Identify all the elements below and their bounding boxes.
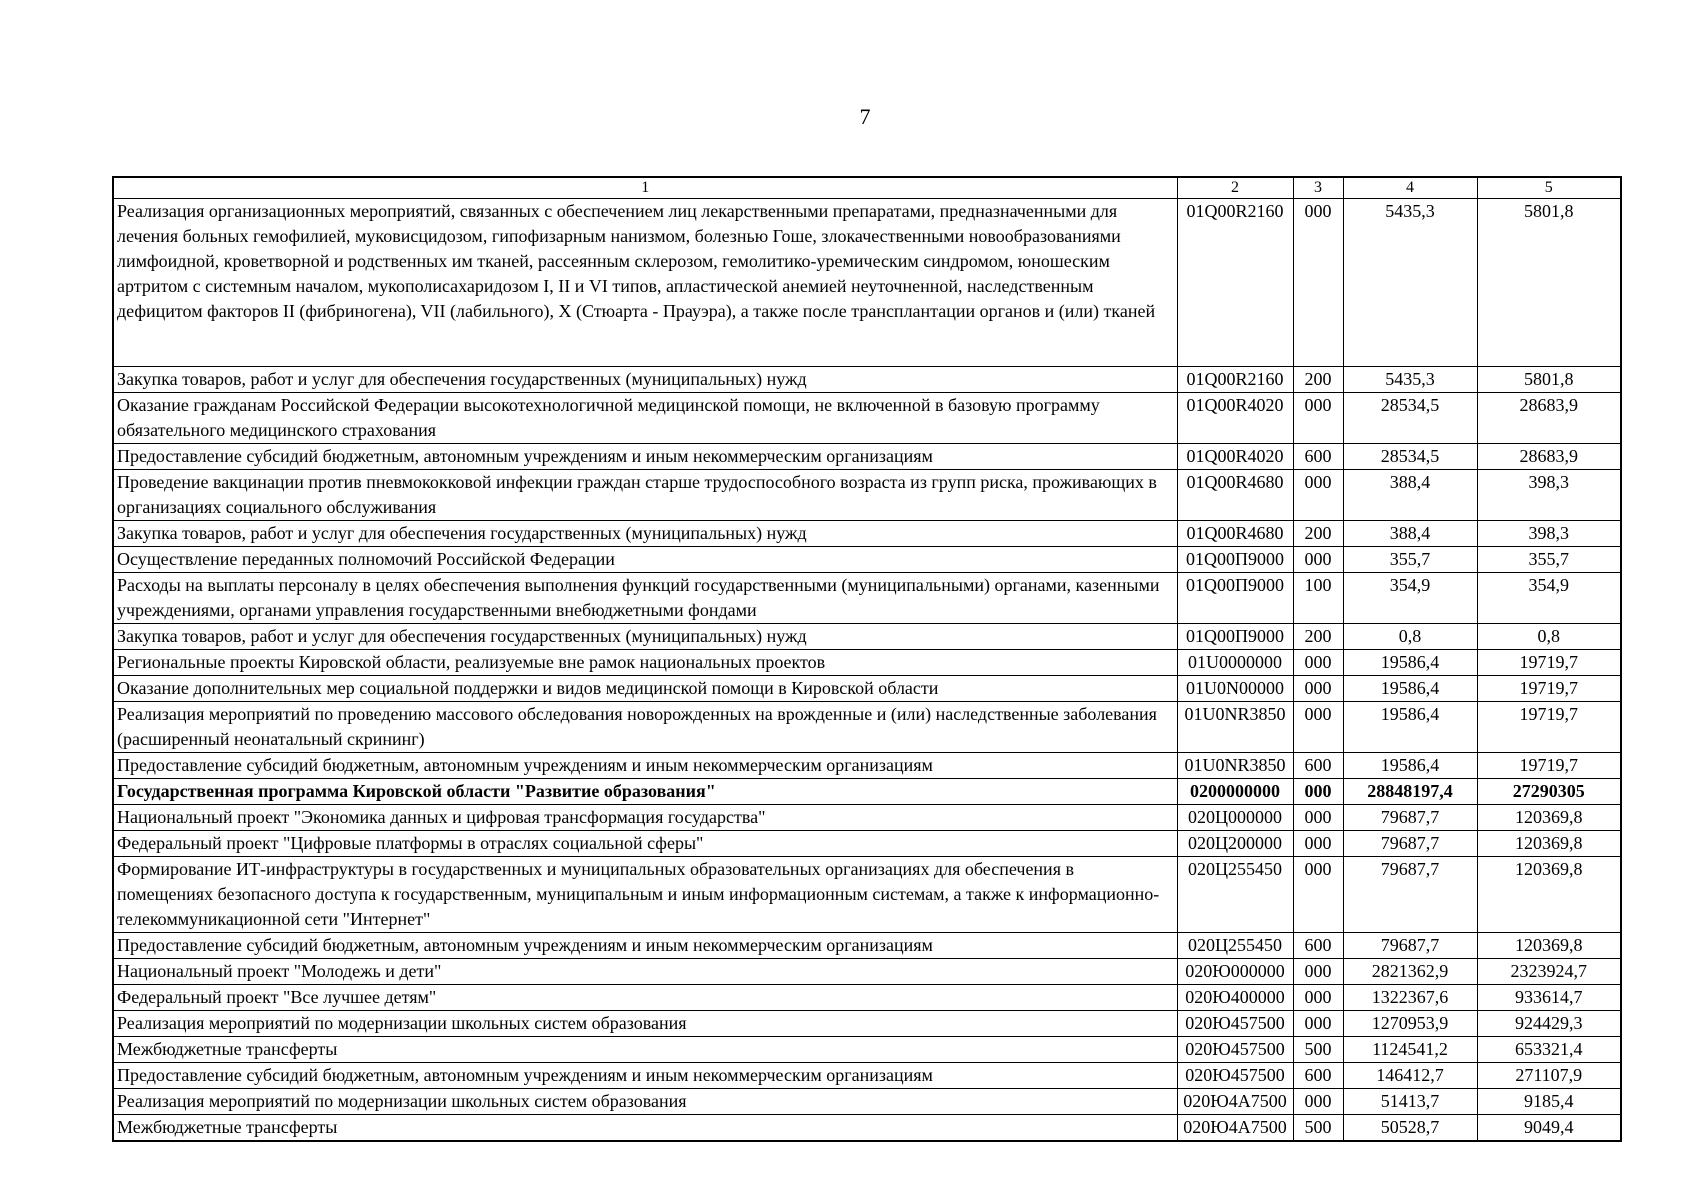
cell-value-2: 653321,4	[1477, 1037, 1621, 1063]
table-row	[113, 702, 1621, 753]
cell-code: 01Q00R4020	[1177, 393, 1293, 444]
cell-name: Предоставление субсидий бюджетным, автономным учреждениям и иным некоммерческим организациям	[113, 753, 1177, 779]
table-row	[113, 547, 1621, 573]
cell-type: 000	[1293, 831, 1343, 857]
table-row	[113, 199, 1621, 367]
table-row	[113, 933, 1621, 959]
cell-value-2: 355,7	[1477, 547, 1621, 573]
table-row	[113, 985, 1621, 1011]
cell-type: 500	[1293, 1037, 1343, 1063]
cell-type: 600	[1293, 753, 1343, 779]
cell-name: Закупка товаров, работ и услуг для обеспечения государственных (муниципальных) нужд	[113, 624, 1177, 650]
cell-value-1: 79687,7	[1343, 857, 1477, 933]
cell-value-1: 79687,7	[1343, 805, 1477, 831]
cell-name: Реализация организационных мероприятий, связанных с обеспечением лиц лекарственными препаратами, предназначенными для лечения больных гемофилией, муковисцидозом, гипофизарным нанизмом, болезнью Гоше, злокачественными новообразованиями лимфоидной, кроветворной и родственных им тканей, рассеянным склерозом, гемолитико-уремическим синдромом, юношеским артритом с системным началом, мукополисахаридозом I, II и VI типов, апластической анемией неуточненной, наследственным дефицитом факторов II (фибриногена), VII (лабильного), X (Стюарта - Прауэра), а также после трансплантации органов и (или) тканей	[113, 199, 1177, 367]
table-row	[113, 1037, 1621, 1063]
table-row	[113, 831, 1621, 857]
cell-type: 600	[1293, 933, 1343, 959]
cell-code: 01Q00R2160	[1177, 367, 1293, 393]
cell-value-2: 27290305	[1477, 779, 1621, 805]
cell-code: 020Ю457500	[1177, 1037, 1293, 1063]
cell-type: 000	[1293, 779, 1343, 805]
table-row	[113, 959, 1621, 985]
cell-value-2: 354,9	[1477, 573, 1621, 624]
cell-value-1: 146412,7	[1343, 1063, 1477, 1089]
cell-value-2: 120369,8	[1477, 831, 1621, 857]
cell-value-1: 1124541,2	[1343, 1037, 1477, 1063]
cell-type: 000	[1293, 857, 1343, 933]
cell-type: 000	[1293, 1089, 1343, 1115]
cell-value-1: 79687,7	[1343, 831, 1477, 857]
cell-value-1: 19586,4	[1343, 753, 1477, 779]
cell-code: 01U0NR3850	[1177, 702, 1293, 753]
cell-code: 020Ю000000	[1177, 959, 1293, 985]
table-header-row	[113, 177, 1621, 199]
cell-type: 600	[1293, 1063, 1343, 1089]
cell-name: Предоставление субсидий бюджетным, автономным учреждениям и иным некоммерческим организациям	[113, 444, 1177, 470]
cell-value-2: 5801,8	[1477, 367, 1621, 393]
cell-name: Закупка товаров, работ и услуг для обеспечения государственных (муниципальных) нужд	[113, 521, 1177, 547]
cell-code: 01Q00П9000	[1177, 624, 1293, 650]
cell-value-1: 79687,7	[1343, 933, 1477, 959]
cell-code: 020Ц255450	[1177, 933, 1293, 959]
cell-value-1: 19586,4	[1343, 702, 1477, 753]
cell-value-1: 354,9	[1343, 573, 1477, 624]
table-body	[113, 199, 1621, 1142]
cell-value-2: 9185,4	[1477, 1089, 1621, 1115]
table-row	[113, 521, 1621, 547]
table-row	[113, 1089, 1621, 1115]
cell-name: Закупка товаров, работ и услуг для обеспечения государственных (муниципальных) нужд	[113, 367, 1177, 393]
cell-value-1: 1270953,9	[1343, 1011, 1477, 1037]
cell-code: 020Ю4А7500	[1177, 1115, 1293, 1142]
cell-code: 01Q00R4680	[1177, 521, 1293, 547]
cell-type: 200	[1293, 521, 1343, 547]
table-row	[113, 573, 1621, 624]
cell-code: 01U0N00000	[1177, 676, 1293, 702]
cell-value-2: 120369,8	[1477, 933, 1621, 959]
cell-value-2: 398,3	[1477, 470, 1621, 521]
cell-value-2: 28683,9	[1477, 393, 1621, 444]
cell-name: Федеральный проект "Все лучшее детям"	[113, 985, 1177, 1011]
cell-value-1: 0,8	[1343, 624, 1477, 650]
cell-value-2: 271107,9	[1477, 1063, 1621, 1089]
cell-name: Формирование ИТ-инфраструктуры в государственных и муниципальных образовательных организациях для обеспечения в помещениях безопасного доступа к государственным, муниципальным и иным информационным системам, а также к информационно-телекоммуникационной сети "Интернет"	[113, 857, 1177, 933]
cell-value-1: 28848197,4	[1343, 779, 1477, 805]
cell-value-2: 19719,7	[1477, 702, 1621, 753]
cell-value-2: 28683,9	[1477, 444, 1621, 470]
cell-name: Предоставление субсидий бюджетным, автономным учреждениям и иным некоммерческим организациям	[113, 933, 1177, 959]
cell-value-1: 355,7	[1343, 547, 1477, 573]
cell-name: Оказание гражданам Российской Федерации высокотехнологичной медицинской помощи, не включенной в базовую программу обязательного медицинского страхования	[113, 393, 1177, 444]
cell-value-1: 51413,7	[1343, 1089, 1477, 1115]
cell-name: Реализация мероприятий по модернизации школьных систем образования	[113, 1089, 1177, 1115]
cell-name: Реализация мероприятий по проведению массового обследования новорожденных на врожденные и (или) наследственные заболевания (расширенный неонатальный скрининг)	[113, 702, 1177, 753]
cell-type: 000	[1293, 985, 1343, 1011]
column-header-name: 1	[113, 177, 1177, 199]
cell-name: Государственная программа Кировской области "Развитие образования"	[113, 779, 1177, 805]
cell-value-2: 398,3	[1477, 521, 1621, 547]
cell-value-2: 120369,8	[1477, 805, 1621, 831]
cell-code: 020Ю457500	[1177, 1011, 1293, 1037]
table-row	[113, 444, 1621, 470]
cell-type: 500	[1293, 1115, 1343, 1142]
cell-name: Национальный проект "Экономика данных и цифровая трансформация государства"	[113, 805, 1177, 831]
column-header-value-1: 4	[1343, 177, 1477, 199]
cell-code: 01Q00П9000	[1177, 573, 1293, 624]
cell-code: 020Ц200000	[1177, 831, 1293, 857]
cell-code: 020Ю457500	[1177, 1063, 1293, 1089]
cell-value-2: 19719,7	[1477, 753, 1621, 779]
cell-type: 000	[1293, 1011, 1343, 1037]
cell-code: 01Q00R2160	[1177, 199, 1293, 367]
cell-value-2: 0,8	[1477, 624, 1621, 650]
cell-type: 000	[1293, 959, 1343, 985]
cell-name: Федеральный проект "Цифровые платформы в отраслях социальной сферы"	[113, 831, 1177, 857]
cell-value-2: 2323924,7	[1477, 959, 1621, 985]
cell-type: 600	[1293, 444, 1343, 470]
cell-type: 000	[1293, 547, 1343, 573]
table-row	[113, 624, 1621, 650]
cell-value-1: 388,4	[1343, 470, 1477, 521]
column-header-type: 3	[1293, 177, 1343, 199]
cell-value-2: 924429,3	[1477, 1011, 1621, 1037]
cell-code: 020Ц255450	[1177, 857, 1293, 933]
cell-code: 01Q00П9000	[1177, 547, 1293, 573]
cell-type: 200	[1293, 624, 1343, 650]
cell-type: 000	[1293, 702, 1343, 753]
table-row	[113, 857, 1621, 933]
table-row	[113, 1011, 1621, 1037]
cell-value-2: 19719,7	[1477, 676, 1621, 702]
cell-code: 0200000000	[1177, 779, 1293, 805]
cell-type: 000	[1293, 650, 1343, 676]
cell-value-1: 5435,3	[1343, 367, 1477, 393]
cell-value-1: 1322367,6	[1343, 985, 1477, 1011]
cell-code: 020Ю4А7500	[1177, 1089, 1293, 1115]
cell-type: 000	[1293, 676, 1343, 702]
cell-code: 01U0000000	[1177, 650, 1293, 676]
column-header-value-2: 5	[1477, 177, 1621, 199]
table-row	[113, 650, 1621, 676]
table-row	[113, 676, 1621, 702]
column-header-code: 2	[1177, 177, 1293, 199]
table-row	[113, 367, 1621, 393]
cell-value-1: 388,4	[1343, 521, 1477, 547]
table-row	[113, 1115, 1621, 1142]
cell-code: 01U0NR3850	[1177, 753, 1293, 779]
cell-type: 000	[1293, 199, 1343, 367]
cell-value-1: 19586,4	[1343, 676, 1477, 702]
cell-value-2: 19719,7	[1477, 650, 1621, 676]
cell-type: 000	[1293, 805, 1343, 831]
cell-name: Региональные проекты Кировской области, реализуемые вне рамок национальных проектов	[113, 650, 1177, 676]
cell-name: Расходы на выплаты персоналу в целях обеспечения выполнения функций государственными (муниципальными) органами, казенными учреждениями, органами управления государственными внебюджетными фондами	[113, 573, 1177, 624]
cell-value-2: 120369,8	[1477, 857, 1621, 933]
cell-name: Межбюджетные трансферты	[113, 1037, 1177, 1063]
cell-value-1: 5435,3	[1343, 199, 1477, 367]
cell-name: Реализация мероприятий по модернизации школьных систем образования	[113, 1011, 1177, 1037]
cell-code: 01Q00R4680	[1177, 470, 1293, 521]
cell-name: Осуществление переданных полномочий Российской Федерации	[113, 547, 1177, 573]
cell-value-1: 28534,5	[1343, 444, 1477, 470]
cell-value-2: 933614,7	[1477, 985, 1621, 1011]
cell-name: Предоставление субсидий бюджетным, автономным учреждениям и иным некоммерческим организациям	[113, 1063, 1177, 1089]
cell-value-1: 50528,7	[1343, 1115, 1477, 1142]
cell-code: 01Q00R4020	[1177, 444, 1293, 470]
cell-value-1: 19586,4	[1343, 650, 1477, 676]
cell-type: 000	[1293, 393, 1343, 444]
page-number: 7	[859, 104, 871, 129]
table-row	[113, 805, 1621, 831]
cell-name: Проведение вакцинации против пневмококковой инфекции граждан старше трудоспособного возраста из групп риска, проживающих в организациях социального обслуживания	[113, 470, 1177, 521]
cell-code: 020Ц000000	[1177, 805, 1293, 831]
table-row	[113, 470, 1621, 521]
cell-type: 200	[1293, 367, 1343, 393]
cell-name: Межбюджетные трансферты	[113, 1115, 1177, 1142]
cell-value-2: 9049,4	[1477, 1115, 1621, 1142]
cell-value-1: 2821362,9	[1343, 959, 1477, 985]
cell-type: 100	[1293, 573, 1343, 624]
cell-value-2: 5801,8	[1477, 199, 1621, 367]
cell-code: 020Ю400000	[1177, 985, 1293, 1011]
table-row	[113, 393, 1621, 444]
cell-name: Оказание дополнительных мер социальной поддержки и видов медицинской помощи в Кировской области	[113, 676, 1177, 702]
cell-value-1: 28534,5	[1343, 393, 1477, 444]
cell-name: Национальный проект "Молодежь и дети"	[113, 959, 1177, 985]
budget-table	[112, 176, 1622, 1142]
table-row	[113, 753, 1621, 779]
table-row	[113, 779, 1621, 805]
table-row	[113, 1063, 1621, 1089]
cell-type: 000	[1293, 470, 1343, 521]
